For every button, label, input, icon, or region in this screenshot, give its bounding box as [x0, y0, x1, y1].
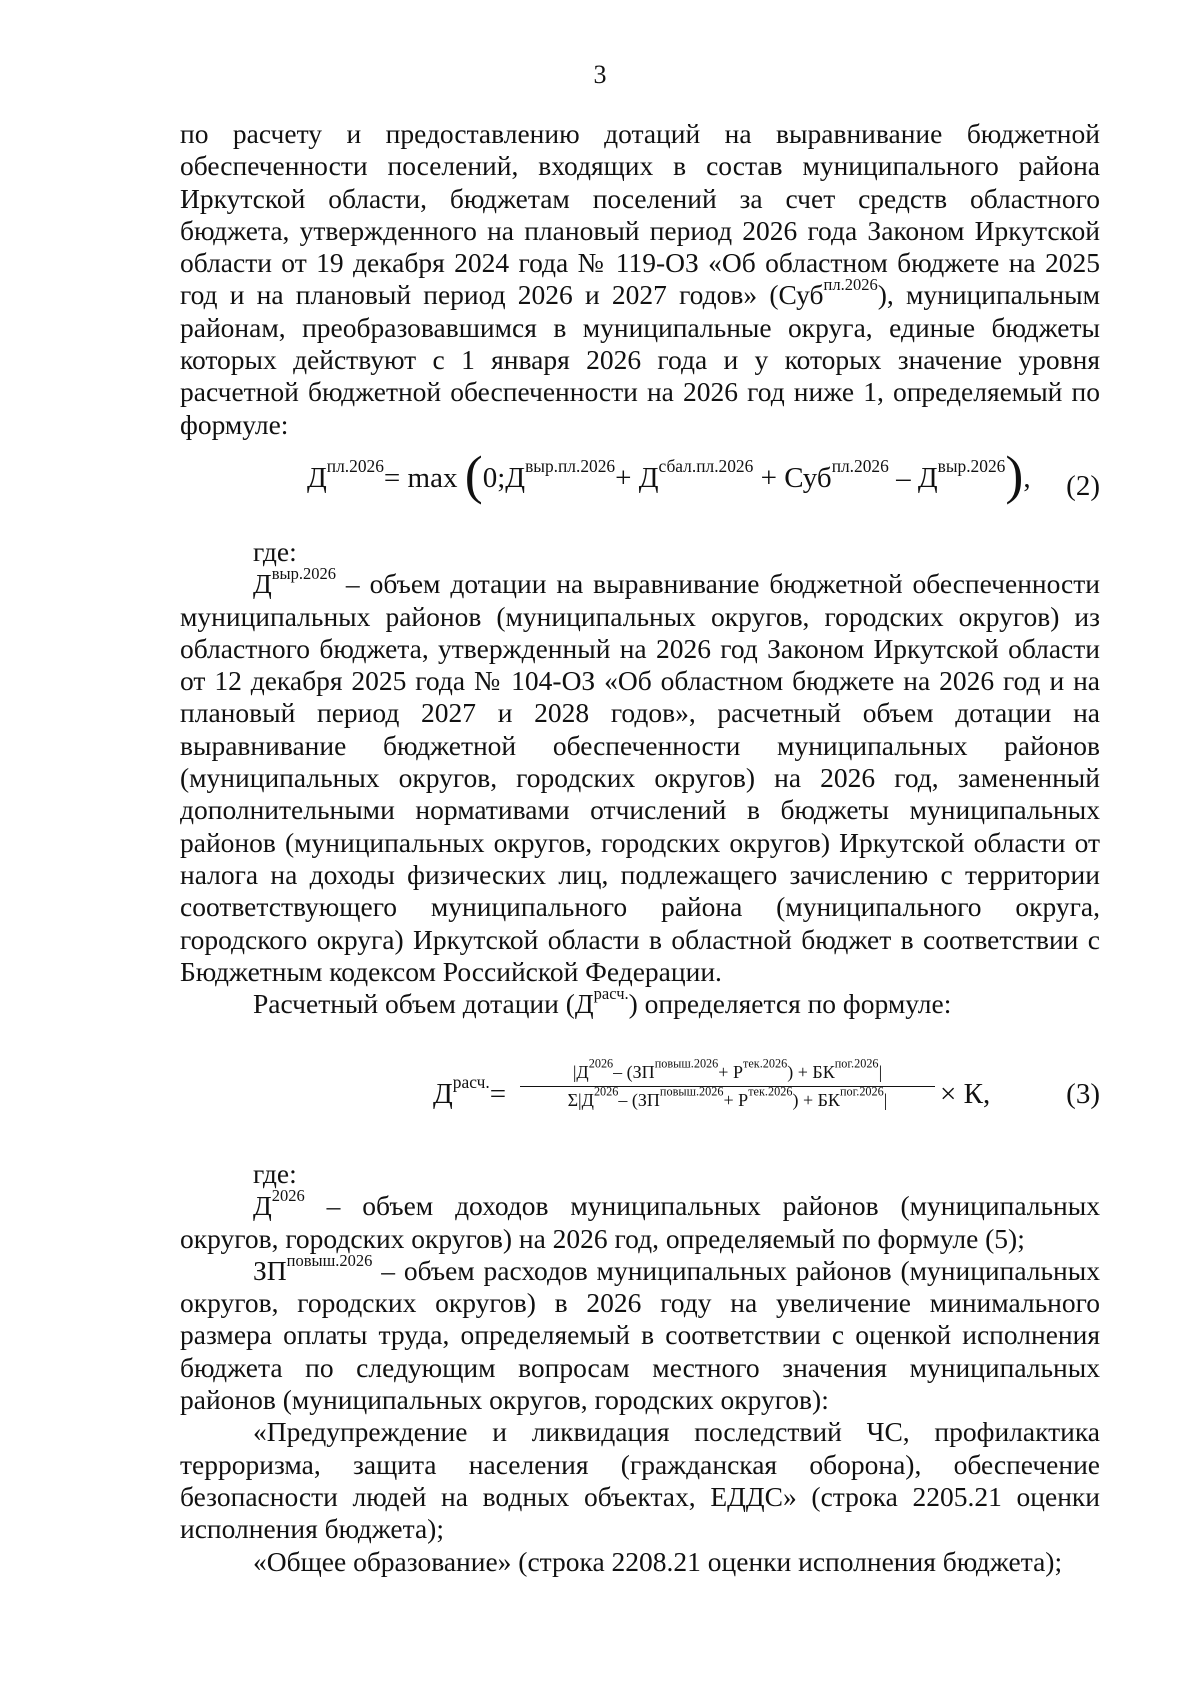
- list-item-education: «Общее образование» (строка 2208.21 оценки исполнения бюджета);: [253, 1545, 1063, 1577]
- formula-3: [180, 1056, 1100, 1124]
- formula-2-number: (2): [1066, 470, 1100, 502]
- formula-3-lhs: $Д^{расч.}=$: [433, 1072, 507, 1110]
- definitions-block-2: [180, 1158, 1100, 1578]
- formula-3-fraction: [520, 1056, 935, 1111]
- formula-3-denominator: $\Sigma|Д^{2026}-$ $(ЗП^{повыш.2026}+ Р^{тек.2026}) + БК^{пог.2026}|$: [567, 1084, 888, 1110]
- list-item-emergency: «Предупреждение и ликвидация последствий ЧС, профилактика терроризма, защита населения (гражданская оборона), обеспечение безопасности людей на водных объектах, ЕДДС» (строка 2205.21 оценки исполнения бюджета);: [180, 1416, 1100, 1545]
- where-label-2: где:: [253, 1158, 297, 1189]
- formula-3-number: (3): [1066, 1078, 1100, 1110]
- intro-paragraph: по расчету и предоставлению дотаций на выравнивание бюджетной обеспеченности поселений, входящих в состав муниципального района Иркутской области, бюджетам поселений за счет средств областного бюджета, утвержденного на плановый период 2026 года Законом Иркутской области от 19 декабря 2024 года № 119-ОЗ «Об областном бюджете на 2025 год и на плановый период 2026 и 2027 годов» (Суб$^{пл.2026}$), муниципальным районам, преобразовавшимся в муниципальные округа, единые бюджеты которых действуют с 1 января 2026 года и у которых значение уровня расчетной бюджетной обеспеченности на 2026 год ниже 1, определяемый по формуле:: [180, 118, 1100, 440]
- intro-block: [180, 118, 1100, 441]
- definitions-block-1: [180, 536, 1100, 1020]
- definition-d-vyr: $Д^{выр.2026}$ – объем дотации на выравнивание бюджетной обеспеченности муниципальных районов (муниципальных округов, городских округов) из областного бюджета, утвержденный на 2026 год Законом Иркутской области от 12 декабря 2025 года № 104-ОЗ «Об областном бюджете на 2026 год и на плановый период 2027 и 2028 годов», расчетный объем дотации на выравнивание бюджетной обеспеченности муниципальных районов (муниципальных округов, городских округов) на 2026 год, замененный дополнительными нормативами отчислений в бюджеты муниципальных районов (муниципальных округов, городских округов) Иркутской области от налога на доходы физических лиц, подлежащего зачислению с территории соответствующего муниципального района (муниципального округа, городского округа) Иркутской области в областной бюджет в соответствии с Бюджетным кодексом Российской Федерации.: [180, 564, 1100, 987]
- definition-d-2026: $Д^{2026}$ – объем доходов муниципальных районов (муниципальных округов, городских округов) на 2026 год, определяемый по формуле (5);: [180, 1186, 1100, 1254]
- definition-zp: $ЗП^{повыш.2026}$ – объем расходов муниципальных районов (муниципальных округов, городских округов) в 2026 году на увеличение минимального размера оплаты труда, определяемый в соответствии с оценкой исполнения бюджета по следующим вопросам местного значения муниципальных районов (муниципальных округов, городских округов):: [180, 1250, 1100, 1416]
- formula-2-expression: $Д^{пл.2026}= \max$ $(0;Д^{выр.пл.2026}+ Д^{сбал.пл.2026} + Суб^{пл.2026} - Д^{выр.2026})$,: [307, 445, 1031, 505]
- intro-superscript: пл.2026: [823, 275, 878, 295]
- formula-3-numerator: $|Д^{2026}-$ $(ЗП^{повыш.2026}+ Р^{тек.2026}) + БК^{пог.2026}|$: [520, 1062, 935, 1087]
- calc-intro: Расчетный объем дотации $(Д^{расч.})$ определяется по формуле:: [253, 984, 952, 1020]
- formula-3-multiplier: × К,: [940, 1078, 991, 1110]
- where-label-1: где:: [253, 536, 297, 567]
- page-number: 3: [593, 60, 607, 89]
- formula-2: [180, 445, 1100, 518]
